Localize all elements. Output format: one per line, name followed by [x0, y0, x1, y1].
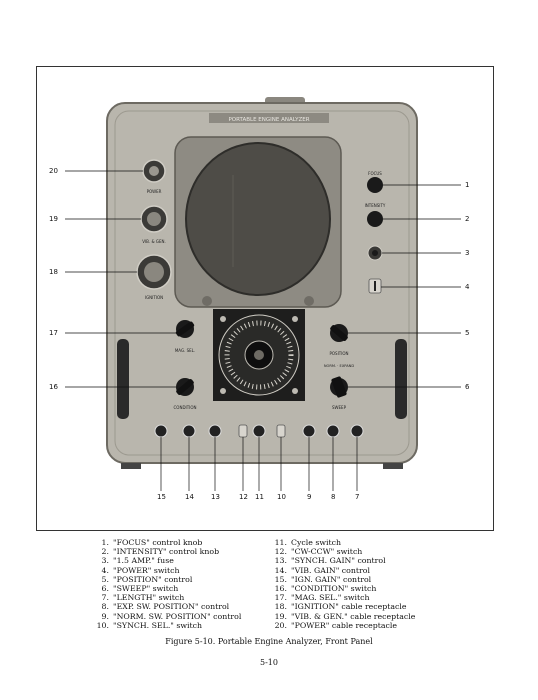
legend-item-1: 1. "FOCUS" control knob [101, 538, 203, 547]
callout-6: 6 [465, 383, 470, 391]
analyzer-front-panel-photo [37, 67, 493, 530]
callout-13: 13 [211, 493, 220, 501]
legend-item-15: 15. "IGN. GAIN" control [274, 574, 372, 584]
ignition-receptacle-label: IGNITION [144, 295, 164, 300]
norm-expand-label: NORM. · EXPAND [323, 364, 355, 368]
callout-9: 9 [307, 493, 312, 501]
legend-column-right [268, 538, 415, 630]
callout-4: 4 [465, 283, 470, 291]
legend-item-7: 7. "LENGTH" switch [101, 593, 185, 603]
mag-sel-label: MAG. SEL. [174, 348, 196, 353]
focus-knob [367, 177, 383, 193]
legend-item-2: 2. "INTENSITY" control knob [101, 547, 220, 557]
figure-frame [36, 66, 494, 531]
callout-17: 17 [49, 329, 58, 337]
intensity-label: INTENSITY [364, 203, 386, 208]
callout-5: 5 [465, 329, 470, 337]
callout-15: 15 [157, 493, 166, 501]
callout-20: 20 [49, 167, 58, 175]
legend-item-4: 4. "POWER" switch [101, 565, 180, 575]
callout-3: 3 [465, 249, 470, 257]
callout-16: 16 [49, 383, 58, 391]
power-receptacle-label: POWER [146, 189, 162, 194]
callout-1: 1 [465, 181, 470, 189]
page-number: 5-10 [260, 658, 278, 667]
top-banner-label: PORTABLE ENGINE ANALYZER [228, 117, 310, 123]
legend-item-9: 9. "NORM. SW. POSITION" control [101, 611, 242, 621]
legend-item-3: 3. "1.5 AMP." fuse [101, 556, 174, 566]
callout-11: 11 [255, 493, 264, 501]
legend-item-5: 5. "POSITION" control [101, 574, 193, 584]
callout-2: 2 [465, 215, 470, 223]
callout-14: 14 [185, 493, 194, 501]
legend-item-11: 11. Cycle switch [274, 538, 342, 547]
callout-18: 18 [49, 268, 58, 276]
vib-gen-receptacle-label: VIB. & GEN. [142, 239, 166, 244]
legend-item-17: 17. "MAG. SEL." switch [274, 593, 370, 603]
legend-item-16: 16. "CONDITION" switch [274, 584, 377, 594]
legend-item-20: 20. "POWER" cable receptacle [274, 620, 398, 630]
legend-item-13: 13. "SYNCH. GAIN" control [274, 556, 386, 566]
legend-item-19: 19. "VIB. & GEN." cable receptacle [274, 611, 416, 621]
legend-item-8: 8. "EXP. SW. POSITION" control [101, 602, 230, 612]
sweep-label: SWEEP [332, 405, 346, 410]
bottom-control-row [155, 425, 363, 437]
legend-item-14: 14. "VIB. GAIN" control [274, 565, 370, 575]
callout-10: 10 [277, 493, 286, 501]
legend-column-left [90, 538, 241, 630]
condition-label: CONDITION [173, 405, 197, 410]
position-label: POSITION [329, 351, 349, 356]
legend-item-10: 10. "SYNCH. SEL." switch [96, 620, 203, 630]
legend-item-18: 18. "IGNITION" cable receptacle [274, 602, 407, 612]
left-side-handle [117, 339, 129, 419]
right-side-handle [395, 339, 407, 419]
focus-label: FOCUS [368, 171, 382, 176]
intensity-knob [367, 211, 383, 227]
crt-screen [186, 143, 330, 295]
callout-7: 7 [355, 493, 360, 501]
figure-caption: Figure 5-10. Portable Engine Analyzer, Front Panel [165, 637, 373, 646]
callout-19: 19 [49, 215, 58, 223]
legend-item-6: 6. "SWEEP" switch [101, 584, 179, 594]
legend-item-12: 12. "CW-CCW" switch [274, 547, 363, 557]
callout-8: 8 [331, 493, 336, 501]
callout-12: 12 [239, 493, 248, 501]
